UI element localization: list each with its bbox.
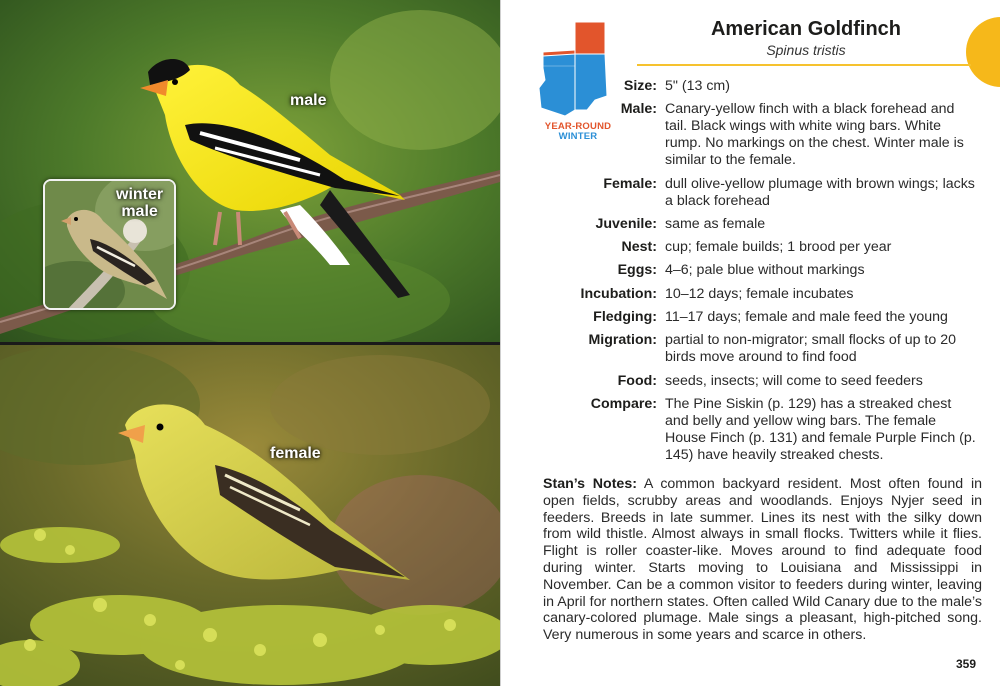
fact-list (561, 78, 981, 470)
title-divider (637, 64, 971, 66)
fact-row (561, 332, 981, 366)
female-photo (0, 345, 500, 686)
fact-label: Compare: (590, 395, 657, 412)
fact-row (561, 309, 981, 326)
fact-label: Food: (617, 372, 657, 389)
fact-label: Juvenile: (595, 215, 657, 232)
notes-label: Stan’s Notes: (543, 476, 637, 492)
text-page (500, 0, 1000, 686)
fact-label: Size: (623, 78, 657, 94)
fact-label: Female: (603, 175, 657, 192)
female-label: female (270, 445, 321, 462)
fact-value: partial to non-migrator; small flocks of up to 20 birds move around to find food (665, 332, 956, 366)
fact-value: 10–12 days; female incubates (665, 285, 854, 302)
fact-row (561, 78, 981, 95)
winter-male-label: winter male (116, 186, 164, 220)
fact-row (561, 286, 981, 303)
legend-winter: WINTER (558, 131, 598, 142)
fact-value: same as female (665, 215, 766, 232)
legend-year-round: YEAR-ROUND (544, 121, 612, 132)
page-number: 359 (955, 657, 976, 671)
fact-row (561, 373, 981, 390)
fact-label: Eggs: (617, 262, 657, 279)
fact-value: 4–6; pale blue without markings (665, 262, 865, 279)
species-title: American Goldfinch (710, 18, 902, 40)
fact-value: dull olive-yellow plumage with brown wings; lacks a black forehead (665, 175, 975, 209)
male-label: male (290, 92, 327, 109)
fact-value: 11–17 days; female and male feed the young (665, 309, 948, 326)
scientific-name: Spinus tristis (766, 42, 846, 58)
fact-row (561, 239, 981, 256)
fact-row (561, 262, 981, 279)
fact-value: The Pine Siskin (p. 129) has a streaked chest and belly and yellow wing bars. The female House Finch (p. 131) and female Purple Finch (p. 145) have heavily streaked chests. (665, 395, 976, 463)
fact-label: Nest: (621, 239, 657, 256)
fact-row (561, 176, 981, 210)
fact-value: 5" (13 cm) (665, 78, 730, 94)
fact-row (561, 101, 981, 169)
fact-value: Canary-yellow finch with a black forehead and tail. Black wings with white wing bars. White rump. No markings on the chest. Winter male is similar to the female. (665, 101, 964, 169)
fact-value: cup; female builds; 1 brood per year (665, 239, 892, 256)
fact-label: Incubation: (580, 285, 657, 302)
fact-label: Male: (620, 101, 657, 118)
male-photo (0, 0, 500, 342)
fact-label: Fledging: (593, 309, 657, 326)
stans-notes (543, 476, 982, 644)
section-tab-marker (966, 17, 1000, 87)
fact-row (561, 396, 981, 464)
fact-label: Migration: (588, 332, 657, 349)
fact-value: seeds, insects; will come to seed feeders (665, 372, 923, 389)
fact-row (561, 216, 981, 233)
notes-text: A common backyard resident. Most often found in open fields, scrubby areas and woodlands. Enjoys Nyjer seed in feeders. Breeds in late summer. Lines its nest with the silky down from wild thistle. Almost always in small flocks. Twitters while it flies. Flight is roller coaster-like. Moves around to find adequate food during winter. Starts moving to Louisiana and Mississippi in November. Can be a common visitor to feeders during winter, leaving in April for northern states. Often called Wild Canary due to the male’s canary-colored plumage. Male sings a pleasant, high-pitched song. Very numerous in some years and scarce in others. (543, 476, 982, 644)
